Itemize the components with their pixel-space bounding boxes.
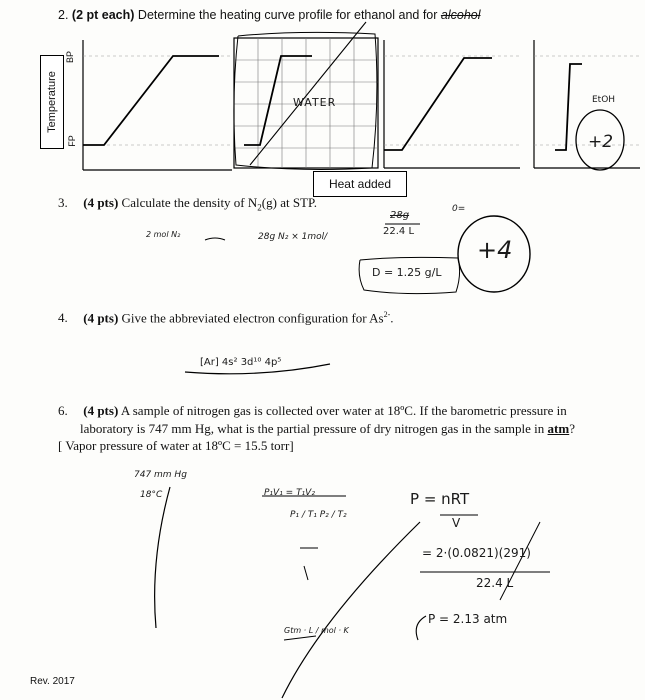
question-3-points: (4 pts) [83,195,119,210]
question-6-unit: atm [547,420,570,436]
heating-curve-graph-4 [534,40,640,170]
question-4-text-end: . [390,310,394,326]
q6-ideal-gas-denominator: V [452,516,461,530]
heating-curve-graph-3 [384,40,520,168]
question-3-text-end: (g) at STP. [261,195,318,210]
q6-substitution: = 2·(0.0821)(291) [422,546,531,560]
question-6-line-3: [ Vapor pressure of water at 18ºC = 15.5 torr] [58,438,294,453]
heat-added-label: Heat added [313,171,407,197]
question-2-number: 2. [58,8,69,22]
question-3-score: +4 [477,236,513,264]
q3-margin-note: 0= [452,204,466,214]
question-6-line-1-text: A sample of nitrogen gas is collected over water at 18ºC. If the barometric pressure in [120,403,567,418]
question-2-points: (2 pt each) [71,8,135,22]
question-6-number: 6. [58,403,68,418]
question-3-prompt [58,195,317,213]
question-4-text: Give the abbreviated electron configuration for As [121,310,384,326]
q6-final-answer: P = 2.13 atm [428,612,508,626]
question-3-number: 3. [58,195,68,210]
q6-work-temp: 18°C [140,490,163,500]
q3-work-left: 2 mol N₂ [146,230,181,239]
question-4-points: (4 pts) [83,310,119,326]
question-6-points: (4 pts) [83,403,119,418]
q3-density-answer: D = 1.25 g/L [372,266,442,279]
q6-work-pressure: 747 mm Hg [134,470,187,480]
question-4-superscript: 2- [383,310,391,319]
q6-substitution-denominator: 22.4 L [476,576,514,590]
q6-work-fraction: P₁ / T₁ P₂ / T₂ [290,510,347,520]
q3-fraction-bottom: 22.4 L [383,226,415,237]
question-6-line-2-end: ? [569,420,575,436]
question-2-struck-word: alcohol [440,8,481,22]
question-4-number: 4. [58,310,68,326]
q6-ideal-gas: P = nRT [410,490,470,508]
q6-work-units: Gtm · L / mol · K [284,626,349,635]
question-4-prompt [58,310,394,326]
fp-label: FP [66,135,77,147]
q3-work-mid: 28g N₂ × 1mol/ [258,232,328,242]
heating-curve-graph-1 [83,40,232,170]
revision-label: Rev. 2017 [30,676,75,687]
q4-answer: [Ar] 4s² 3d¹⁰ 4p⁵ [200,357,282,368]
question-6-line-2-text: laboratory is 747 mm Hg, what is the partial pressure of dry nitrogen gas in the sample in [80,420,545,436]
water-annotation: WATER [293,96,337,109]
q6-work-equation: P₁V₁ = T₁V₂ [264,488,315,498]
question-2-text: Determine the heating curve profile for ethanol and for [137,8,438,22]
question-6-line-1 [58,402,575,420]
question-6-prompt [58,402,575,455]
question-2-score: +2 [588,132,614,152]
question-6-line-2 [58,420,575,438]
question-3-subscript: 2 [257,202,262,213]
bp-label: BP [65,50,76,64]
q3-fraction-top: 28g [390,210,410,221]
y-axis-label: Temperature [46,71,58,133]
etoh-annotation: EtOH [592,95,616,105]
question-3-text: Calculate the density of N [121,195,258,210]
